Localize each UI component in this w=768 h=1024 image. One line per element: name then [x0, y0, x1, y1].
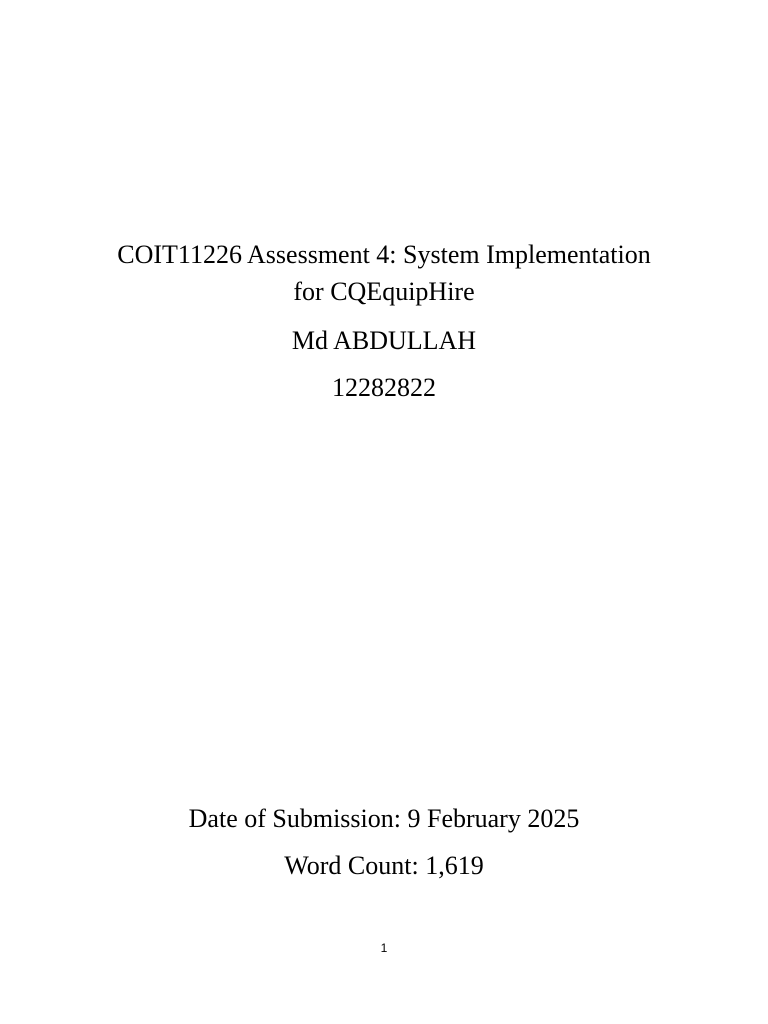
page-number: 1 — [380, 941, 388, 955]
author-name: Md ABDULLAH — [291, 326, 477, 355]
title-line-1: COIT11226 Assessment 4: System Implementation — [117, 240, 651, 269]
document-title — [0, 236, 768, 310]
title-line-2: for CQEquipHire — [293, 277, 475, 306]
submission-date: Date of Submission: 9 February 2025 — [188, 804, 580, 833]
word-count: Word Count: 1,619 — [284, 851, 484, 880]
student-id: 12282822 — [332, 373, 436, 402]
